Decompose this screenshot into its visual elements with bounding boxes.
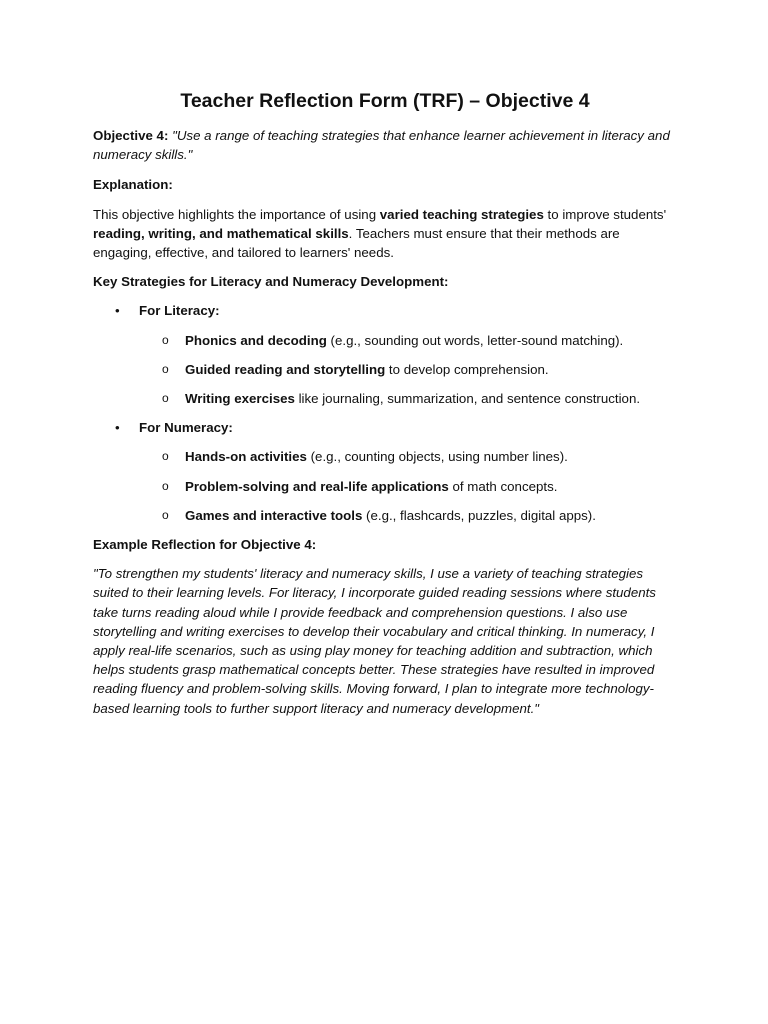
bullet-icon: • (115, 303, 120, 319)
strategy-detail: of math concepts. (448, 478, 558, 494)
objective-quote: "Use a range of teaching strategies that enhance learner achievement in literacy and numeracy skills." (93, 128, 670, 163)
strategy-name: Problem-solving and real-life applications (185, 478, 449, 494)
strategy-name: Hands-on activities (185, 449, 307, 465)
objective-statement (93, 126, 677, 164)
strategy-name: Writing exercises (185, 391, 295, 407)
list-item (139, 331, 677, 350)
list-item (139, 477, 677, 496)
list-item (139, 360, 677, 379)
explanation-heading: Explanation: (93, 177, 173, 193)
numeracy-strategy-list (139, 447, 677, 525)
strategy-name: Phonics and decoding (185, 332, 327, 348)
example-heading: Example Reflection for Objective 4: (93, 537, 317, 553)
explanation-paragraph (93, 205, 677, 263)
sub-bullet-icon: o (162, 478, 169, 493)
category-numeracy (93, 418, 677, 525)
strategy-name: Games and interactive tools (185, 507, 363, 523)
explanation-text-2: to improve students' (543, 206, 667, 222)
strategy-detail: (e.g., sounding out words, letter-sound matching). (326, 332, 624, 348)
sub-bullet-icon: o (162, 449, 169, 464)
objective-label: Objective 4: (93, 128, 169, 143)
explanation-text-1: This objective highlights the importance of using (93, 206, 380, 222)
sub-bullet-icon: o (162, 361, 169, 376)
document-content (93, 88, 677, 718)
explanation-text-3: . Teachers must ensure that their methods are engaging, effective, and tailored to learners' needs. (93, 225, 620, 261)
list-item (139, 506, 677, 525)
bullet-icon: • (115, 420, 120, 436)
sub-bullet-icon: o (162, 391, 169, 406)
strategy-detail: to develop comprehension. (385, 361, 549, 377)
list-item (139, 447, 677, 466)
strategy-detail: (e.g., flashcards, puzzles, digital apps). (362, 507, 596, 523)
strategy-name: Guided reading and storytelling (185, 361, 386, 377)
strategies-heading: Key Strategies for Literacy and Numeracy Development: (93, 274, 449, 290)
strategy-detail: (e.g., counting objects, using number lines). (306, 449, 568, 465)
literacy-strategy-list (139, 331, 677, 409)
page-title: Teacher Reflection Form (TRF) – Objective 4 (180, 90, 590, 112)
list-item (139, 389, 677, 408)
category-label: For Numeracy: (139, 420, 233, 436)
explanation-bold-2: reading, writing, and mathematical skills (93, 225, 349, 241)
category-literacy (93, 301, 677, 408)
sub-bullet-icon: o (162, 332, 169, 347)
strategy-detail: like journaling, summarization, and sentence construction. (294, 391, 641, 407)
explanation-bold-1: varied teaching strategies (379, 206, 544, 222)
strategy-category-list (93, 301, 677, 525)
category-label: For Literacy: (139, 303, 220, 319)
example-reflection-text: "To strengthen my students' literacy and numeracy skills, I use a variety of teaching strategies suited to their learning levels. For literacy, I incorporate guided reading sessions where students take turns reading aloud while I provide feedback and comprehension questions. I also use storytelling and writing exercises to develop their vocabulary and critical thinking. In numeracy, I apply real-life scenarios, such as using play money for teaching addition and subtraction, which helps students grasp mathematical concepts better. These strategies have resulted in improved reading fluency and problem-solving skills. Moving forward, I plan to integrate more technology-based learning tools to further support literacy and numeracy development." (93, 566, 656, 716)
sub-bullet-icon: o (162, 507, 169, 522)
